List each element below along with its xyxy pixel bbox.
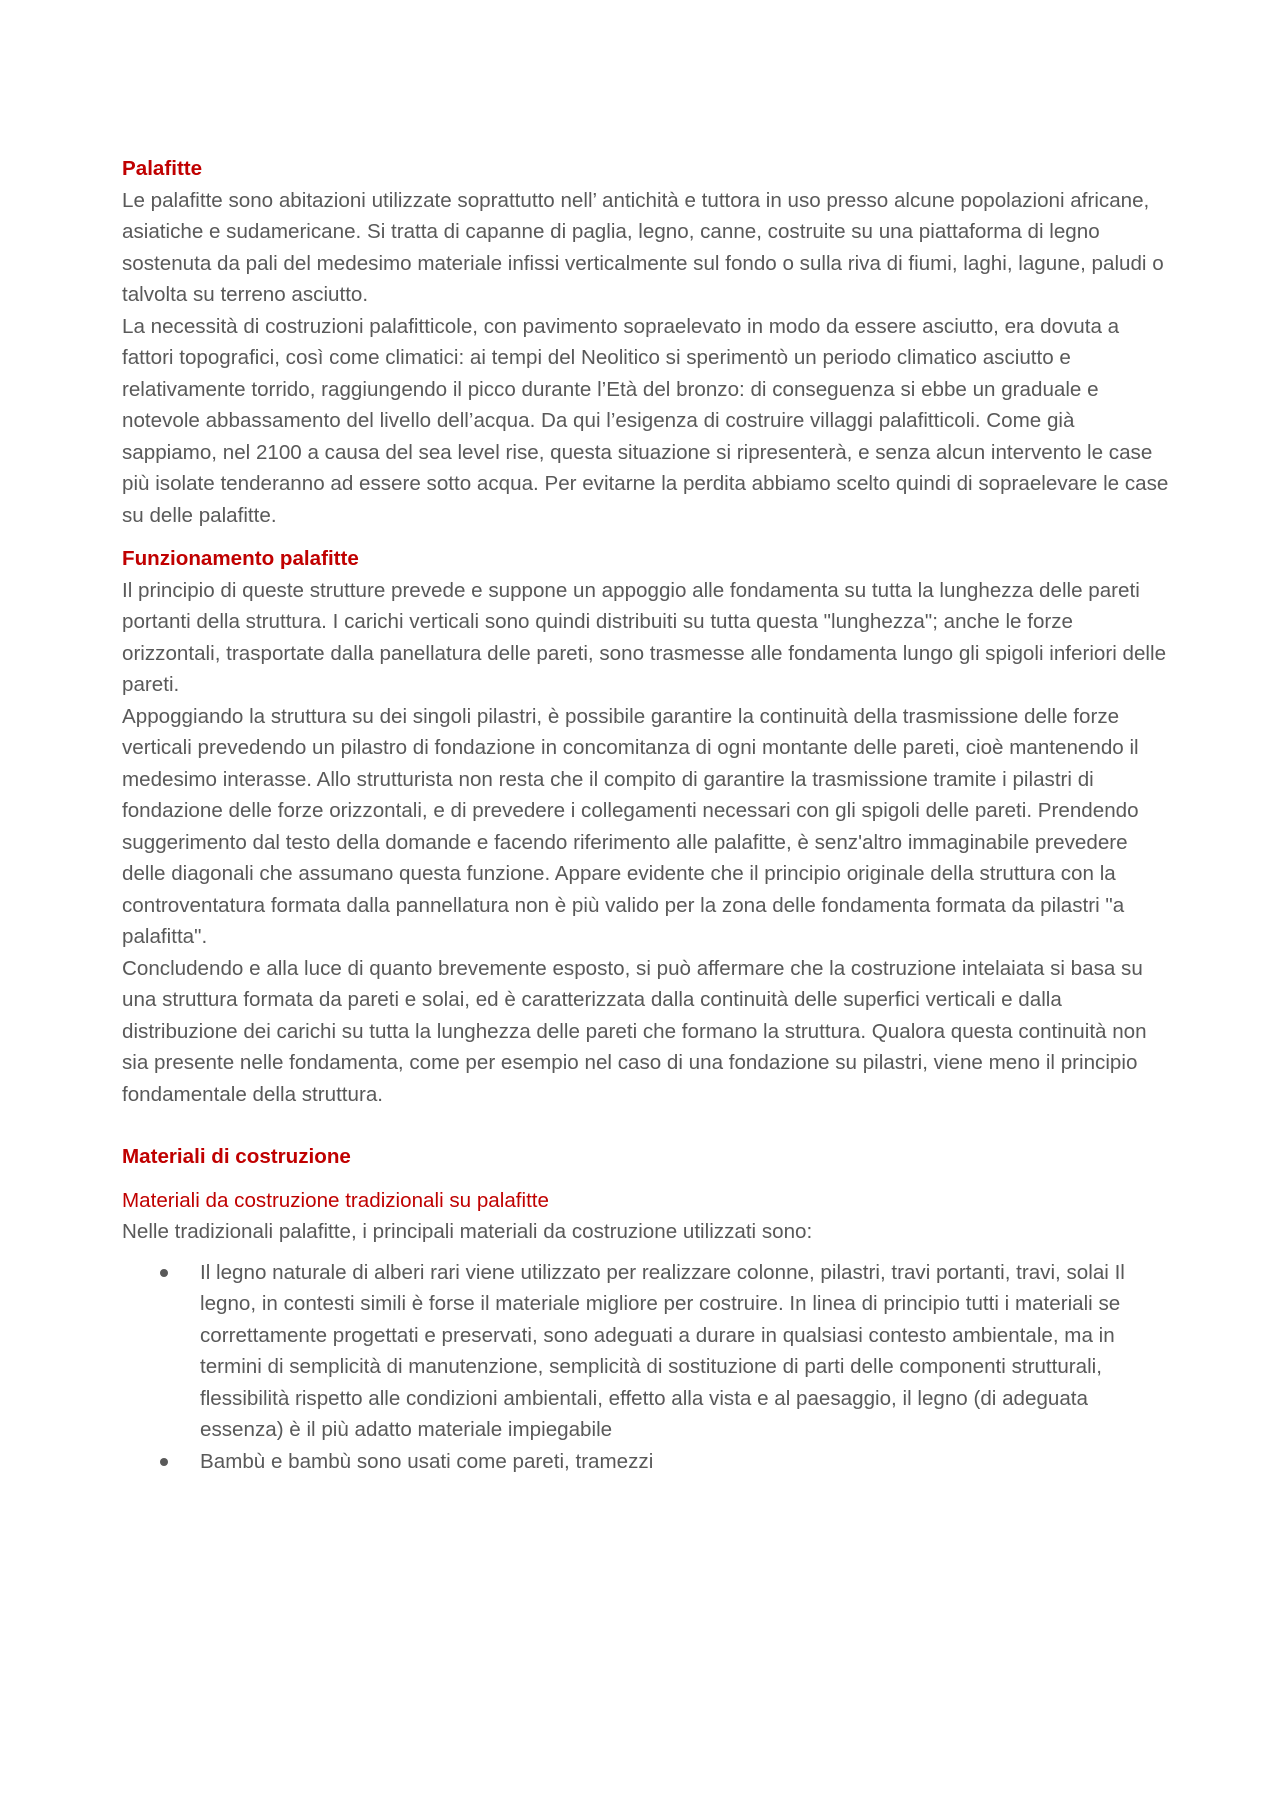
spacer <box>122 531 1172 543</box>
section-palafitte <box>122 153 1172 531</box>
spacer <box>122 1110 1172 1141</box>
heading-palafitte: Palafitte <box>122 157 203 180</box>
heading-funzionamento: Funzionamento palafitte <box>122 547 359 570</box>
list-item <box>122 1446 1172 1478</box>
paragraph-palafitte-2: La necessità di costruzioni palafitticole, con pavimento sopraelevato in modo da essere asciutto, era dovuta a fattori topografici, così come climatici: ai tempi del Neolitico si sperimentò un periodo climatico asciutto e relativamente torrido, raggiungendo il picco durante l’Età del bronzo: di conseguenza si ebbe un graduale e notevole abbassamento del livello dell’acqua. Da qui l’esigenza di costruire villaggi palafitticoli. Come già sappiamo, nel 2100 a causa del sea level rise, questa situazione si ripresenterà, e senza alcun intervento le case più isolate tenderanno ad essere sotto acqua. Per evitarne la perdita abbiamo scelto quindi di sopraelevare le case su delle palafitte. <box>122 314 1169 527</box>
list-item-text: Il legno naturale di alberi rari viene utilizzato per realizzare colonne, pilastri, travi portanti, travi, solai Il legno, in contesti simili è forse il materiale migliore per costruire. In linea di principio tutti i materiali se correttamente progettati e preservati, sono adeguati a durare in qualsiasi contesto ambientale, ma in termini di semplicità di manutenzione, semplicità di sostituzione di parti delle componenti strutturali, flessibilità rispetto alle condizioni ambientali, effetto alla vista e al paesaggio, il legno (di adeguata essenza) è il più adatto materiale impiegabile <box>200 1260 1125 1441</box>
bullet-icon <box>160 1269 168 1277</box>
list-item <box>122 1257 1172 1446</box>
materials-list <box>122 1257 1172 1478</box>
document-page <box>122 153 1172 1477</box>
list-item-text: Bambù e bambù sono usati come pareti, tramezzi <box>200 1449 654 1473</box>
section-materiali <box>122 1141 1172 1477</box>
paragraph-funzionamento-2: Appoggiando la struttura su dei singoli pilastri, è possibile garantire la continuità della trasmissione delle forze verticali prevedendo un pilastro di fondazione in concomitanza di ogni montante delle pareti, cioè mantenendo il medesimo interasse. Allo strutturista non resta che il compito di garantire la trasmissione tramite i pilastri di fondazione delle forze orizzontali, e di prevedere i collegamenti necessari con gli spigoli delle pareti. Prendendo suggerimento dal testo della domande e facendo riferimento alle palafitte, è senz'altro immaginabile prevedere delle diagonali che assumano questa funzione. Appare evidente che il principio originale della struttura con la controventatura formata dalla pannellatura non è più valido per la zona delle fondamenta formata da pilastri "a palafitta". <box>122 704 1139 948</box>
paragraph-palafitte-1: Le palafitte sono abitazioni utilizzate soprattutto nell’ antichità e tuttora in uso presso alcune popolazioni africane, asiatiche e sudamericane. Si tratta di capanne di paglia, legno, canne, costruite su una piattaforma di legno sostenuta da pali del medesimo materiale infissi verticalmente sul fondo o sulla riva di fiumi, laghi, lagune, paludi o talvolta su terreno asciutto. <box>122 188 1164 306</box>
paragraph-funzionamento-3: Concludendo e alla luce di quanto brevemente esposto, si può affermare che la costruzione intelaiata si basa su una struttura formata da pareti e solai, ed è caratterizzata dalla continuità delle superfici verticali e dalla distribuzione dei carichi su tutta la lunghezza delle pareti che formano la struttura. Qualora questa continuità non sia presente nelle fondamenta, come per esempio nel caso di una fondazione su pilastri, viene meno il principio fondamentale della struttura. <box>122 956 1147 1106</box>
paragraph-funzionamento-1: Il principio di queste strutture prevede e suppone un appoggio alle fondamenta su tutta la lunghezza delle pareti portanti della struttura. I carichi verticali sono quindi distribuiti su tutta questa "lunghezza"; anche le forze orizzontali, trasportate dalla panellatura delle pareti, sono trasmesse alle fondamenta lungo gli spigoli inferiori delle pareti. <box>122 578 1167 696</box>
heading-materiali: Materiali di costruzione <box>122 1145 351 1168</box>
spacer <box>122 1248 1172 1257</box>
spacer <box>122 1173 1172 1185</box>
bullet-icon <box>160 1458 168 1466</box>
subheading-materiali-tradizionali: Materiali da costruzione tradizionali su palafitte <box>122 1188 549 1212</box>
paragraph-materiali-intro: Nelle tradizionali palafitte, i principali materiali da costruzione utilizzati sono: <box>122 1220 813 1243</box>
section-funzionamento <box>122 543 1172 1110</box>
